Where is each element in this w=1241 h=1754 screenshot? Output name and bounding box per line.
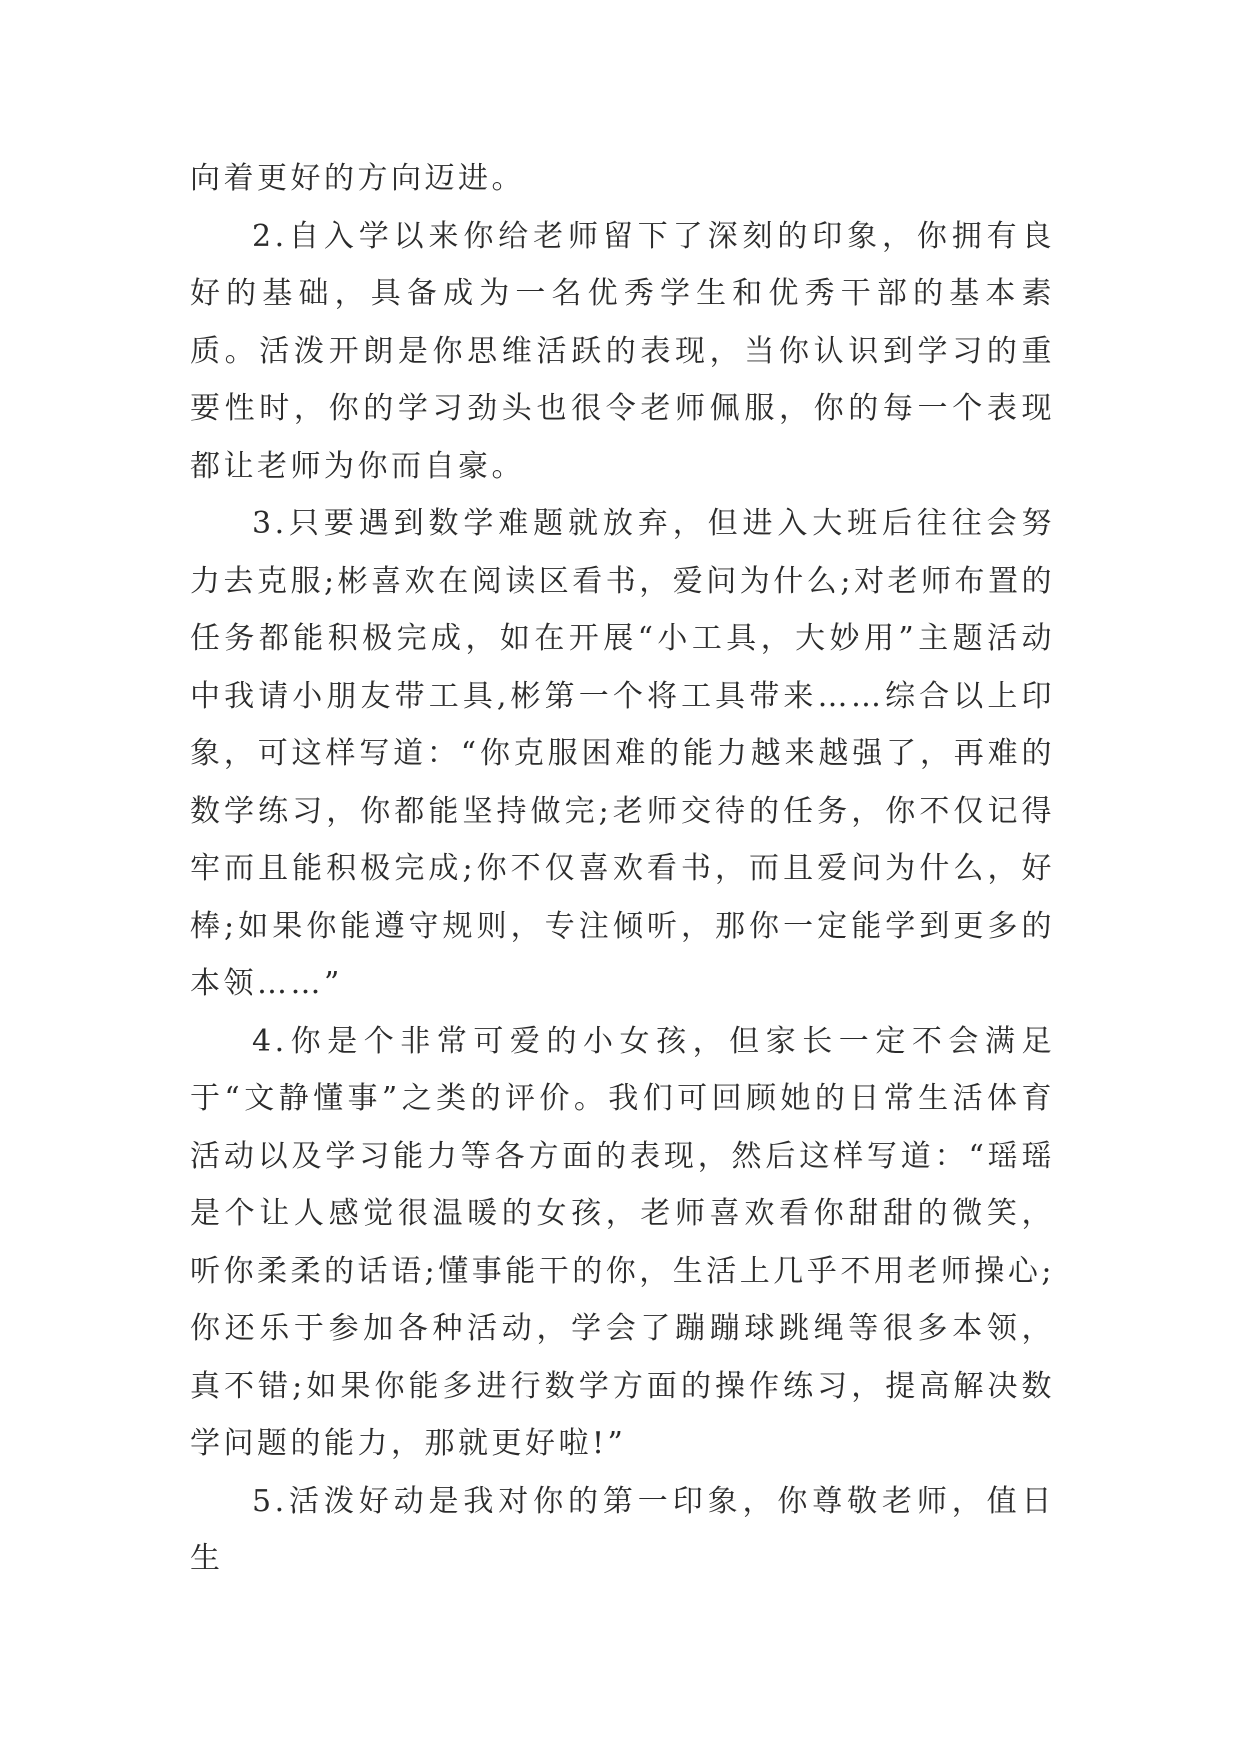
paragraph-item-4: 4.你是个非常可爱的小女孩，但家长一定不会满足于“文静懂事”之类的评价。我们可回顾她的日常生活体育活动以及学习能力等各方面的表现，然后这样写道：“瑶瑶是个让人感觉很温暖的女孩，老师喜欢看你甜甜的微笑，听你柔柔的话语;懂事能干的你，生活上几乎不用老师操心;你还乐于参加各种活动，学会了蹦蹦球跳绳等很多本领，真不错;如果你能多进行数学方面的操作练习，提高解决数学问题的能力，那就更好啦!” (190, 1023, 1055, 1461)
paragraph-item-2: 2.自入学以来你给老师留下了深刻的印象，你拥有良好的基础，具备成为一名优秀学生和优秀干部的基本素质。活泼开朗是你思维活跃的表现，当你认识到学习的重要性时，你的学习劲头也很令老师佩服，你的每一个表现都让老师为你而自豪。 (190, 218, 1055, 484)
paragraph-item-3: 3.只要遇到数学难题就放弃，但进入大班后往往会努力去克服;彬喜欢在阅读区看书，爱问为什么;对老师布置的任务都能积极完成，如在开展“小工具，大妙用”主题活动中我请小朋友带工具,彬第一个将工具带来……综合以上印象，可这样写道：“你克服困难的能力越来越强了，再难的数学练习，你都能坚持做完;老师交待的任务，你不仅记得牢而且能积极完成;你不仅喜欢看书，而且爱问为什么，好棒;如果你能遵守规则，专注倾听，那你一定能学到更多的本领……” (190, 506, 1055, 1001)
paragraph-continuation: 向着更好的方向迈进。 (190, 161, 525, 196)
paragraph-item-5: 5.活泼好动是我对你的第一印象，你尊敬老师，值日生 (190, 1483, 1055, 1576)
document-body (190, 150, 1055, 1588)
